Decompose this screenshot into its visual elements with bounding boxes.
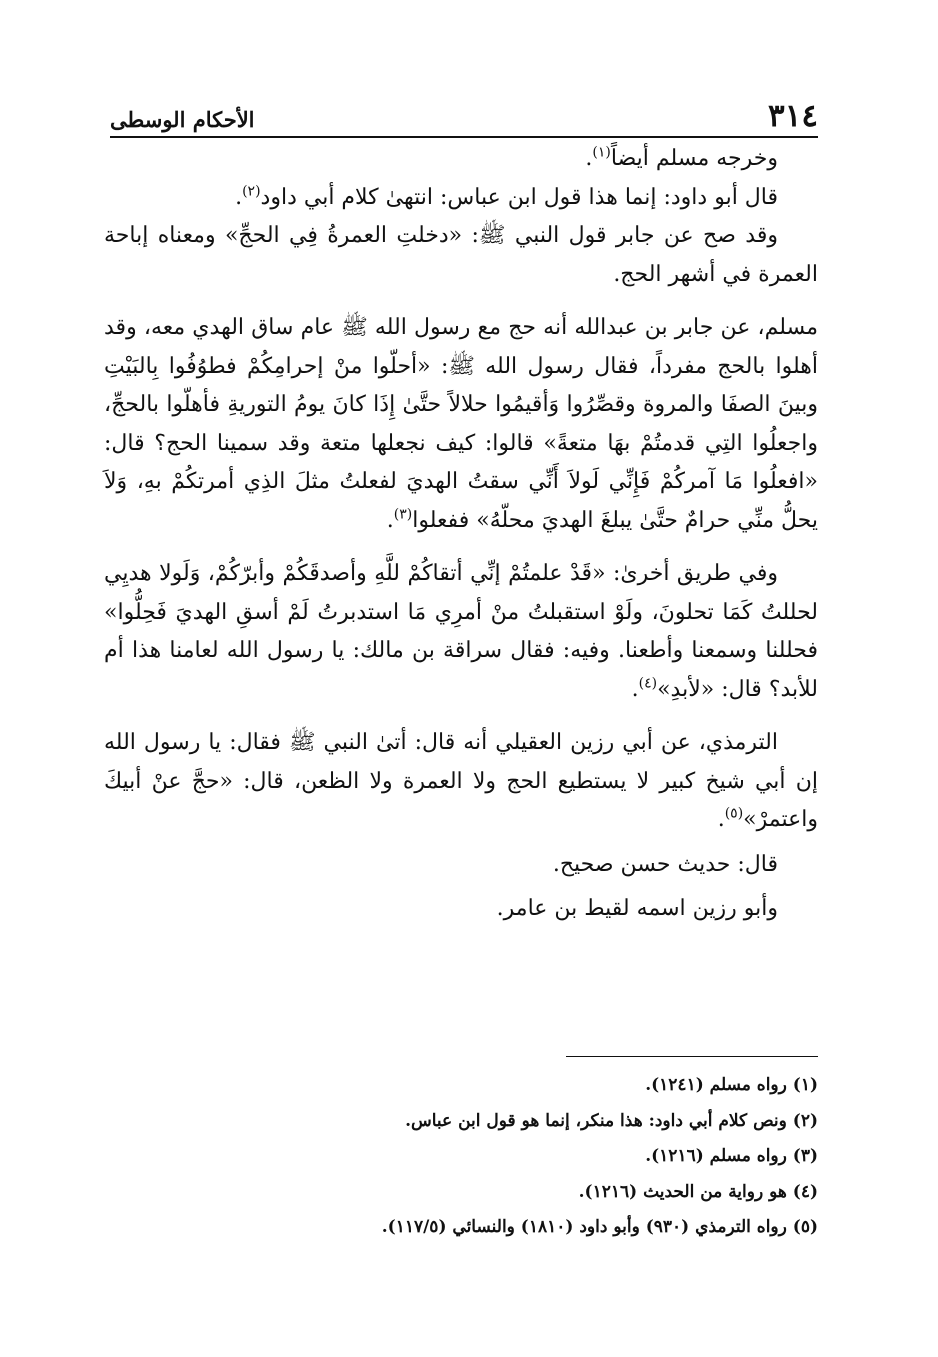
- footnotes: [104, 1068, 818, 1246]
- section-intro: [104, 140, 818, 294]
- paragraph: وأبو رزين اسمه لقيط بن عامر.: [496, 896, 778, 921]
- footnote: (٥) رواه الترمذي (٩٣٠) وأبو داود (١٨١٠) والنسائي (١١٧/٥).: [381, 1217, 818, 1237]
- paragraph: الترمذي، عن أبي رزين العقيلي أنه قال: أتىٰ النبي ﷺ فقال: يا رسول الله إن أبي شيخ كبير لا يستطيع الحج ولا العمرة ولا الظعن، قال: «حجَّ عنْ أبيكَ واعتمرْ»$^{(٥)}$.: [104, 730, 818, 832]
- header-rule: [110, 136, 818, 138]
- paragraph: مسلم، عن جابر بن عبدالله أنه حج مع رسول الله ﷺ عام ساق الهدي معه، وقد أهلوا بالحج مفرداً، فقال رسول الله ﷺ: «أحلّوا منْ إحرامِكُمْ فطوُفُوا بِالبَيْتِ وبينَ الصفَا والمروة وقصِّرُوا وَأقيمُوا حلالاً حتَّىٰ إِذَا كانَ يومُ التوريةِ فأهلّوا بالحجِّ، واجعلُوا التِي قدمتُمْ بهَا متعةً» قالوا: كيف نجعلها متعة وقد سمينا الحج؟ قال: «افعلُوا مَا آمركُمْ فَإِنِّي لَولاَ أَنِّي سقتُ الهديَ لفعلتُ مثلَ الذِي أمرتكُمْ بهِ، وَلاَ يحلُّ منِّي حرامٌ حتَّىٰ يبلغَ الهديَ محلّهُ» ففعلوا$^{(٣)}$.: [104, 315, 818, 533]
- paragraph: وخرجه مسلم أيضاً$^{(١)}$.: [585, 144, 778, 171]
- footnote-mark: (١): [592, 144, 611, 161]
- page-number: ٣١٤: [768, 98, 818, 134]
- main-text: [104, 140, 818, 929]
- footnote: (٣) رواه مسلم (١٢١٦).: [645, 1146, 818, 1166]
- paragraph: وفي طريق أخرىٰ: «قَدْ علمتُمْ إنِّي أتقاكُمْ للَّهِ وأصدقَكُمْ وأبرّكُمْ، وَلَولا هديِي لحللتُ كَمَا تحلونَ، ولَوْ استقبلتُ منْ أمرِي مَا استدبرتُ لَمْ أسقِ الهديَ فَحِلُّوا» فحللنا وسمعنا وأطعنا. وفيه: فقال سراقة بن مالك: يا رسول الله لعامنا هذا أم للأبد؟ قال: «لأبدِ»$^{(٤)}$.: [104, 561, 818, 702]
- footnote-mark: (٣): [393, 506, 413, 523]
- footnote-mark: (٥): [724, 805, 744, 822]
- footnote-mark: (٢): [242, 183, 261, 200]
- footnote-rule: [566, 1056, 818, 1057]
- paragraph: قال أبو داود: إنما هذا قول ابن عباس: انتهىٰ كلام أبي داود$^{(٢)}$.: [235, 183, 778, 210]
- page-header: [110, 88, 818, 132]
- footnote: (٤) هو رواية من الحديث (١٢١٦).: [578, 1181, 818, 1202]
- footnote-mark: (٤): [638, 675, 658, 692]
- paragraph: وقد صح عن جابر قول النبي ﷺ: «دخلتِ العمرةُ فِي الحجِّ» ومعناه إباحة العمرة في أشهر الحج.: [104, 223, 818, 287]
- footnote: (١) رواه مسلم (١٢٤١).: [645, 1075, 818, 1095]
- running-title: الأحكام الوسطى: [110, 107, 255, 132]
- footnote: (٢) ونص كلام أبي داود: هذا منكر، إنما هو قول ابن عباس.: [405, 1110, 818, 1131]
- paragraph: قال: حديث حسن صحيح.: [552, 851, 778, 877]
